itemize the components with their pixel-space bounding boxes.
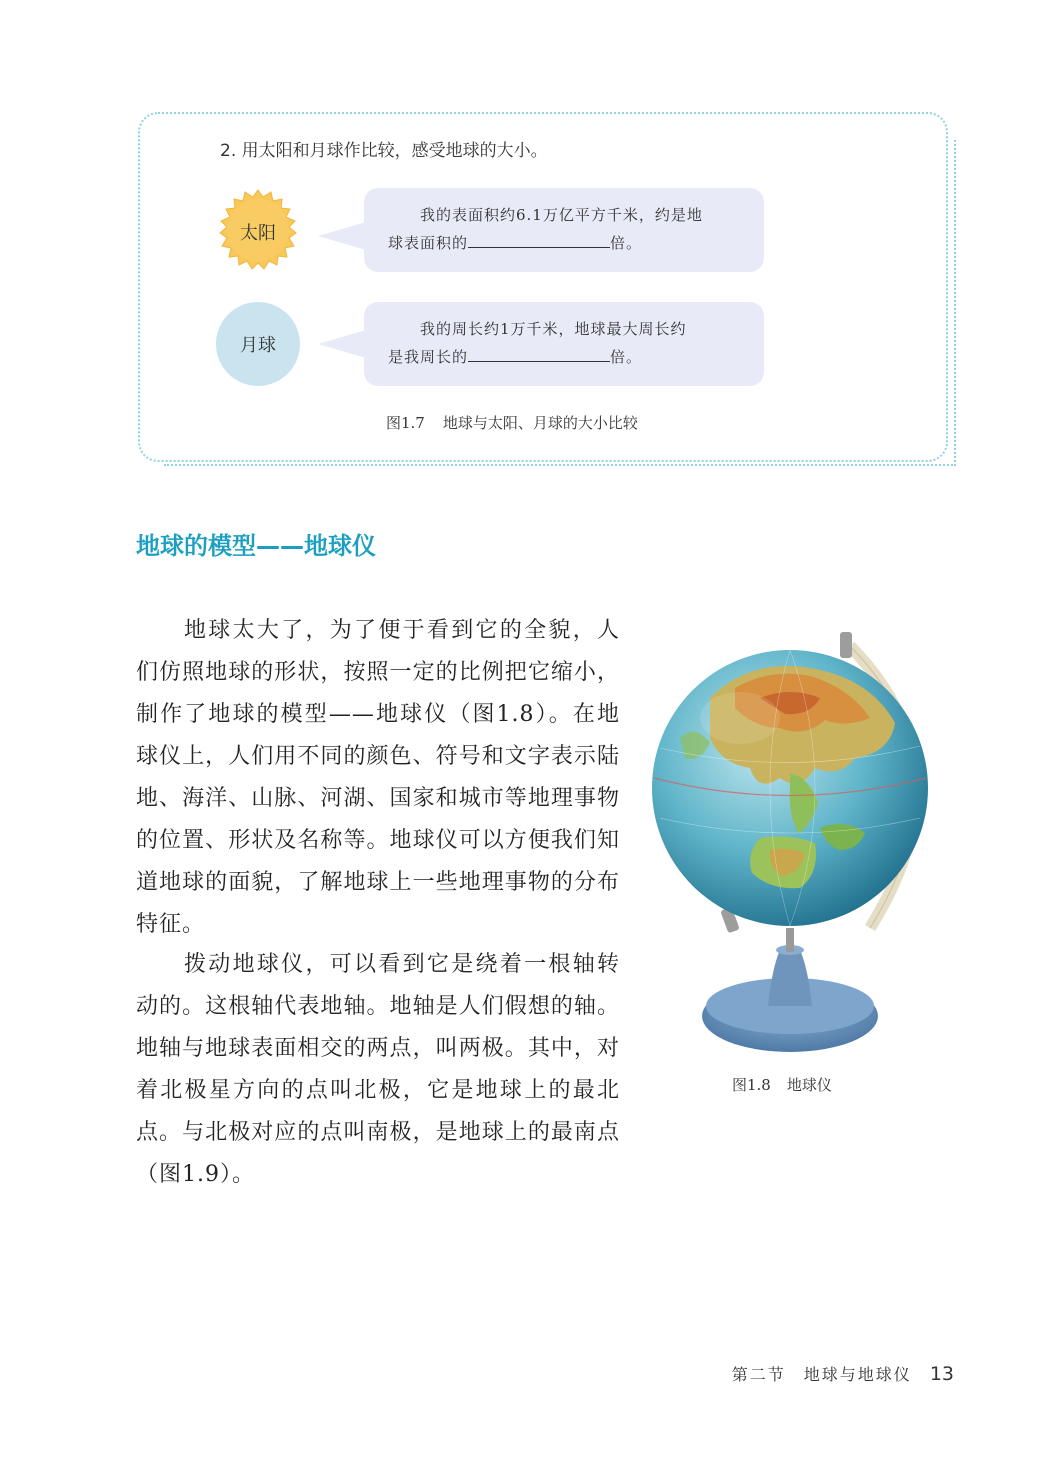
paragraph-1-text: 地球太大了，为了便于看到它的全貌，人们仿照地球的形状，按照一定的比例把它缩小，制作了地球的模型——地球仪（图1.8）。在地球仪上，人们用不同的颜色、符号和文字表示陆地、海洋、山脉、河湖、国家和城市等地理事物的位置、形状及名称等。地球仪可以方便我们知道地球的面貌，了解地球上一些地理事物的分布特征。 <box>136 618 620 937</box>
activity-box <box>138 112 948 462</box>
moon-bubble-line1: 我的周长约1万千米，地球最大周长约 <box>420 320 687 338</box>
activity-title: 2. 用太阳和月球作比较，感受地球的大小。 <box>220 141 548 161</box>
sun-answer-blank[interactable] <box>468 233 610 248</box>
moon-badge <box>216 302 300 386</box>
moon-bubble-line2-after: 倍。 <box>610 348 643 366</box>
moon-bubble-tail <box>318 330 366 358</box>
paragraph-2-text: 拨动地球仪，可以看到它是绕着一根轴转动的。这根轴代表地轴。地轴是人们假想的轴。地轴与地球表面相交的两点，叫两极。其中，对着北极星方向的点叫北极，它是地球上的最北点。与北极对应的点叫南极，是地球上的最南点（图1.9）。 <box>136 952 620 1187</box>
section-heading: 地球的模型——地球仪 <box>136 532 376 560</box>
moon-speech-bubble <box>364 302 764 386</box>
figure-1-8-text: 地球仪 <box>786 1076 832 1094</box>
figure-1-7-number: 图1.7 <box>386 414 425 432</box>
sun-speech-bubble <box>364 188 764 272</box>
body-paragraph-1 <box>136 610 620 946</box>
globe-figure <box>640 628 960 1068</box>
activity-box-shadow-right <box>954 140 960 466</box>
page-footer <box>732 1362 954 1385</box>
figure-1-7-caption <box>386 412 638 433</box>
footer-section: 第二节 <box>731 1365 786 1384</box>
sun-badge <box>214 188 302 276</box>
moon-answer-blank[interactable] <box>468 347 610 362</box>
sun-bubble-line2-after: 倍。 <box>610 234 643 252</box>
figure-1-8-number: 图1.8 <box>732 1076 771 1094</box>
body-paragraph-2 <box>136 944 620 1196</box>
activity-box-shadow <box>164 464 956 470</box>
figure-1-7-text: 地球与太阳、月球的大小比较 <box>442 414 638 432</box>
page-number: 13 <box>929 1363 954 1385</box>
globe-icon <box>640 628 960 1068</box>
sun-bubble-line2-before: 球表面积的 <box>388 234 469 252</box>
moon-bubble-line2-before: 是我周长的 <box>388 348 469 366</box>
sun-label: 太阳 <box>240 223 276 244</box>
footer-title: 地球与地球仪 <box>803 1365 912 1384</box>
moon-label: 月球 <box>240 335 276 356</box>
figure-1-8-caption <box>732 1074 832 1095</box>
sun-bubble-line1: 我的表面积约6.1万亿平方千米，约是地 <box>420 206 703 224</box>
sun-bubble-tail <box>318 222 366 250</box>
